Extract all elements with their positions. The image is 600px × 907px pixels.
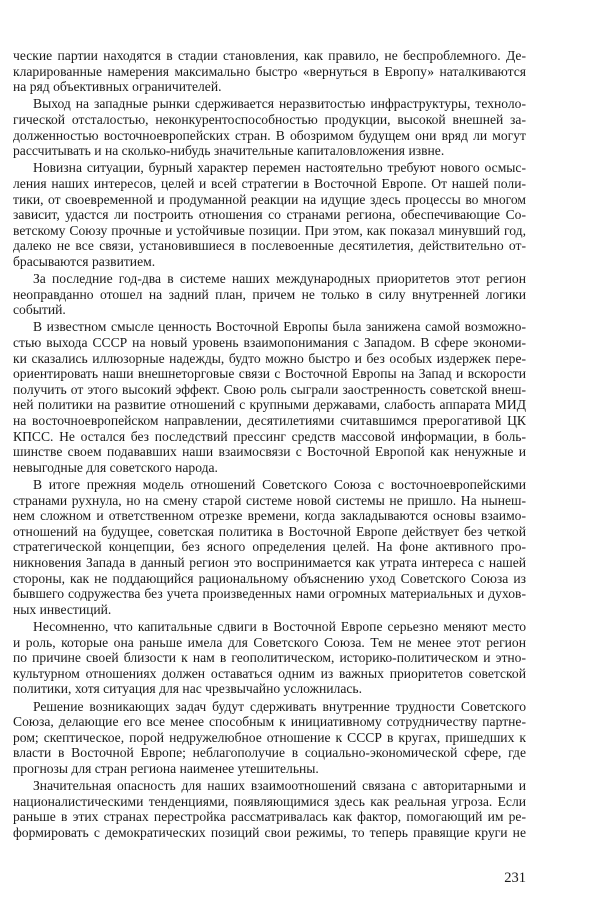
text-line: никновения Запада в данный регион это воспринимается как утрата интереса с нашей [13, 554, 526, 570]
text-line: бывшего содружества без учета произведенных нами огромных материальных и духов- [13, 586, 526, 602]
text-line: В итоге прежняя модель отношений Советского Союза с восточноевропейскими [33, 477, 526, 492]
text-line: ром; скептическое, порой недружелюбное отношение к СССР в кругах, пришедших к [13, 729, 526, 745]
text-line: За последние год-два в системе наших международных приоритетов этот регион [33, 271, 526, 287]
text-line: Союза, делающие его все менее способным к инициативному сотрудничеству партне- [13, 714, 526, 730]
paragraph [13, 160, 526, 269]
text-line: ки сказались иллюзорные надежды, будто можно быстро и без особых издержек пере- [13, 350, 526, 366]
text-line: долженностью восточноевропейских стран. В обозримом будущем они вряд ли могут [13, 127, 526, 143]
text-line: стью выхода СССР на новый уровень взаимопонимания с Западом. В сфере экономи- [13, 335, 526, 351]
text-line: кларированные намерения максимально быстро «вернуться в Европу» наталкиваются [13, 63, 526, 79]
text-line: прогнозы для стран региона наименее утешительны. [13, 760, 319, 776]
text-line: культурном отношениях должен оставаться одним из важных приоритетов советской [13, 665, 526, 681]
text-line: формировать с демократических позиций свои режимы, то теперь правящие круги не [13, 824, 526, 840]
text-line: Несомненно, что капитальные сдвиги в Восточной Европе серьезно меняют место [33, 618, 526, 634]
paragraph [13, 477, 526, 617]
text-line: ческие партии находятся в стадии становления, как правило, не беспроблемного. Де- [13, 48, 526, 63]
text-line: шинстве своем подававших наши взаимосвязи с Восточной Европой как ненужные и [13, 444, 526, 460]
text-line: раньше в этих странах перестройка рассматривалась как фактор, помогающий им ре- [13, 809, 526, 825]
text-line: странами рухнула, но на смену старой системе новой системы не пришло. На нынеш- [13, 492, 526, 508]
text-line: ных инвестиций. [13, 601, 112, 617]
text-line: отношений на будущее, советская политика в Восточной Европе действует без четкой [13, 523, 526, 539]
text-line: стратегической концепции, без ясного определения целей. На фоне активного про- [13, 539, 526, 555]
text-line: Решение возникающих задач будут сдерживать внутренние трудности Советского [33, 698, 526, 714]
page-number: 231 [504, 870, 526, 886]
paragraph [13, 699, 526, 777]
page-body [13, 48, 526, 842]
paragraph [13, 778, 526, 840]
text-line: КПСС. Не остался без последствий прессинг средств массовой информации, в боль- [13, 428, 526, 444]
paragraph [13, 96, 526, 158]
text-line: невыгодные для советского народа. [13, 459, 218, 475]
text-line: политики, хотя ситуация для нас чрезвычайно усложнилась. [13, 681, 362, 697]
text-line: власти в Восточной Европе; неблагополучие в социально-экономической сфере, где [13, 745, 526, 761]
text-line: ления наших интересов, целей и всей стратегии в Восточной Европе. От нашей поли- [13, 175, 526, 191]
text-line: далеко не все связи, установившиеся в послевоенные десятилетия, действительно от- [13, 238, 526, 254]
text-line: зависит, удастся ли построить отношения со странами региона, обеспечивающие Со- [13, 207, 526, 223]
text-line: Новизна ситуации, бурный характер перемен настоятельно требуют нового осмыс- [33, 160, 526, 176]
text-line: ней политики на развитие отношений с крупными державами, слабость аппарата МИД [13, 397, 526, 413]
text-line: В известном смысле ценность Восточной Европы была занижена самой возможно- [33, 319, 526, 335]
text-line: на ряд объективных ограничителей. [13, 79, 222, 95]
text-line: ориентировать наши внешнеторговые связи с Восточной Европы на Запад и вскорости [13, 366, 526, 382]
text-line: стороны, как не поддающийся рациональному объяснению уход Советского Союза из [13, 570, 526, 586]
text-line: по причине своей близости к нам в геополитическом, историко-политическом и этно- [13, 650, 526, 666]
text-line: Значительная опасность для наших взаимоотношений связана с авторитарными и [33, 778, 526, 794]
text-line: событий. [13, 302, 66, 318]
paragraph [13, 271, 526, 318]
text-line: на восточноевропейском направлении, десятилетиями считавшимся прерогативой ЦК [13, 413, 526, 429]
text-line: нем сложном и ответственном отрезке времени, когда закладываются основы взаимо- [13, 508, 526, 524]
paragraph [13, 48, 526, 95]
paragraph [13, 619, 526, 697]
text-line: тики, от своевременной и продуманной реакции на идущие здесь процессы во многом [13, 191, 526, 207]
text-line: националистическими тенденциями, появляющимися здесь как реальная угроза. Если [13, 793, 526, 809]
text-line: неоправданно отошел на задний план, причем не только в силу внутренней логики [13, 286, 526, 302]
text-line: Выход на западные рынки сдерживается неразвитостью инфраструктуры, техноло- [33, 96, 526, 112]
text-line: получить от этого высокий эффект. Свою роль сыграли заостренность советской внеш- [13, 381, 526, 397]
text-line: ветскому Союзу прочные и устойчивые позиции. При этом, как показал минувший год, [13, 222, 526, 238]
text-line: и роль, которые она раньше имела для Советского Союза. Тем не менее этот регион [13, 634, 526, 650]
text-line: гической отсталостью, неконкурентоспособностью продукции, высокой внешней за- [13, 111, 526, 127]
text-line: брасываются развитием. [13, 253, 156, 269]
text-line: рассчитывать и на сколько-нибудь значительные капиталовложения извне. [13, 143, 445, 159]
paragraph [13, 319, 526, 475]
